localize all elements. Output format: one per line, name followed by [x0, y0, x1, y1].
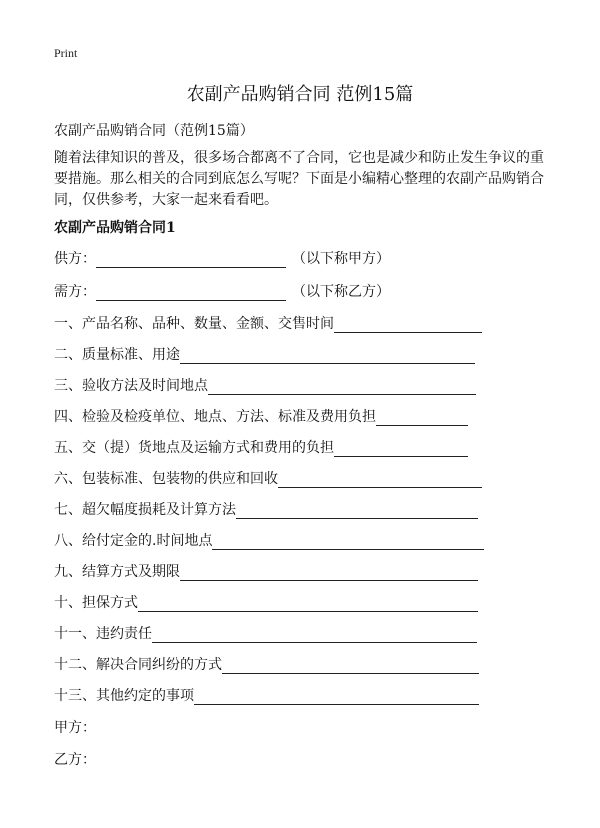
form-line-tail: （以下称乙方）	[292, 284, 390, 300]
blank-field[interactable]	[236, 502, 478, 519]
form-line-label: 七、超欠幅度损耗及计算方法	[54, 502, 236, 518]
form-line-11	[54, 623, 477, 643]
form-line-10	[54, 592, 478, 612]
form-line-label: 九、结算方式及期限	[54, 564, 180, 580]
form-line-label: 五、交（提）货地点及运输方式和费用的负担	[54, 440, 334, 456]
section-title: 农副产品购销合同1	[54, 220, 176, 236]
form-line-5	[54, 437, 468, 457]
form-line-9	[54, 561, 478, 581]
blank-field[interactable]	[278, 471, 482, 488]
blank-field[interactable]	[208, 378, 476, 395]
blank-field[interactable]	[334, 440, 468, 457]
form-line-7	[54, 499, 478, 519]
document-subtitle: 农副产品购销合同（范例15篇）	[54, 123, 254, 139]
blank-field[interactable]	[180, 347, 475, 364]
form-line-label: 八、给付定金的.时间地点	[54, 533, 213, 549]
page-title: 农副产品购销合同 范例15篇	[186, 84, 414, 105]
form-line-supplier	[54, 248, 390, 268]
form-line-13	[54, 685, 479, 705]
form-line-label: 十二、解决合同纠纷的方式	[54, 657, 222, 673]
blank-field[interactable]	[222, 657, 479, 674]
blank-field[interactable]	[212, 533, 484, 550]
print-link[interactable]: Print	[54, 46, 78, 60]
blank-field[interactable]	[334, 316, 482, 333]
form-line-label: 甲方：	[54, 720, 96, 736]
form-line-12	[54, 654, 479, 674]
blank-field[interactable]	[194, 688, 479, 705]
form-line-2	[54, 344, 475, 364]
form-line-label: 三、验收方法及时间地点	[54, 378, 208, 394]
blank-field[interactable]	[96, 284, 286, 301]
blank-field[interactable]	[180, 564, 478, 581]
form-line-label: 十一、违约责任	[54, 626, 152, 642]
form-line-1	[54, 313, 482, 333]
party-a-line	[54, 717, 96, 737]
form-line-3	[54, 375, 476, 395]
form-line-label: 六、包装标准、包装物的供应和回收	[54, 471, 278, 487]
form-line-label: 供方：	[54, 251, 96, 267]
form-line-buyer	[54, 281, 390, 301]
form-line-label: 乙方：	[54, 752, 96, 768]
party-b-line	[54, 749, 96, 769]
form-line-label: 十三、其他约定的事项	[54, 688, 194, 704]
form-line-8	[54, 530, 484, 550]
blank-field[interactable]	[138, 595, 478, 612]
form-line-6	[54, 468, 482, 488]
form-line-tail: （以下称甲方）	[292, 251, 390, 267]
form-line-label: 十、担保方式	[54, 595, 138, 611]
form-line-label: 四、检验及检疫单位、地点、方法、标准及费用负担	[54, 409, 376, 425]
blank-field[interactable]	[152, 626, 477, 643]
blank-field[interactable]	[376, 409, 468, 426]
form-line-label: 一、产品名称、品种、数量、金额、交售时间	[54, 316, 334, 332]
form-line-4	[54, 406, 468, 426]
blank-field[interactable]	[96, 251, 286, 268]
intro-paragraph: 随着法律知识的普及，很多场合都离不了合同，它也是减少和防止发生争议的重要措施。那么相关的合同到底怎么写呢？下面是小编精心整理的农副产品购销合同，仅供参考，大家一起来看看吧。	[54, 150, 544, 208]
form-line-label: 需方：	[54, 284, 96, 300]
form-line-label: 二、质量标准、用途	[54, 347, 180, 363]
